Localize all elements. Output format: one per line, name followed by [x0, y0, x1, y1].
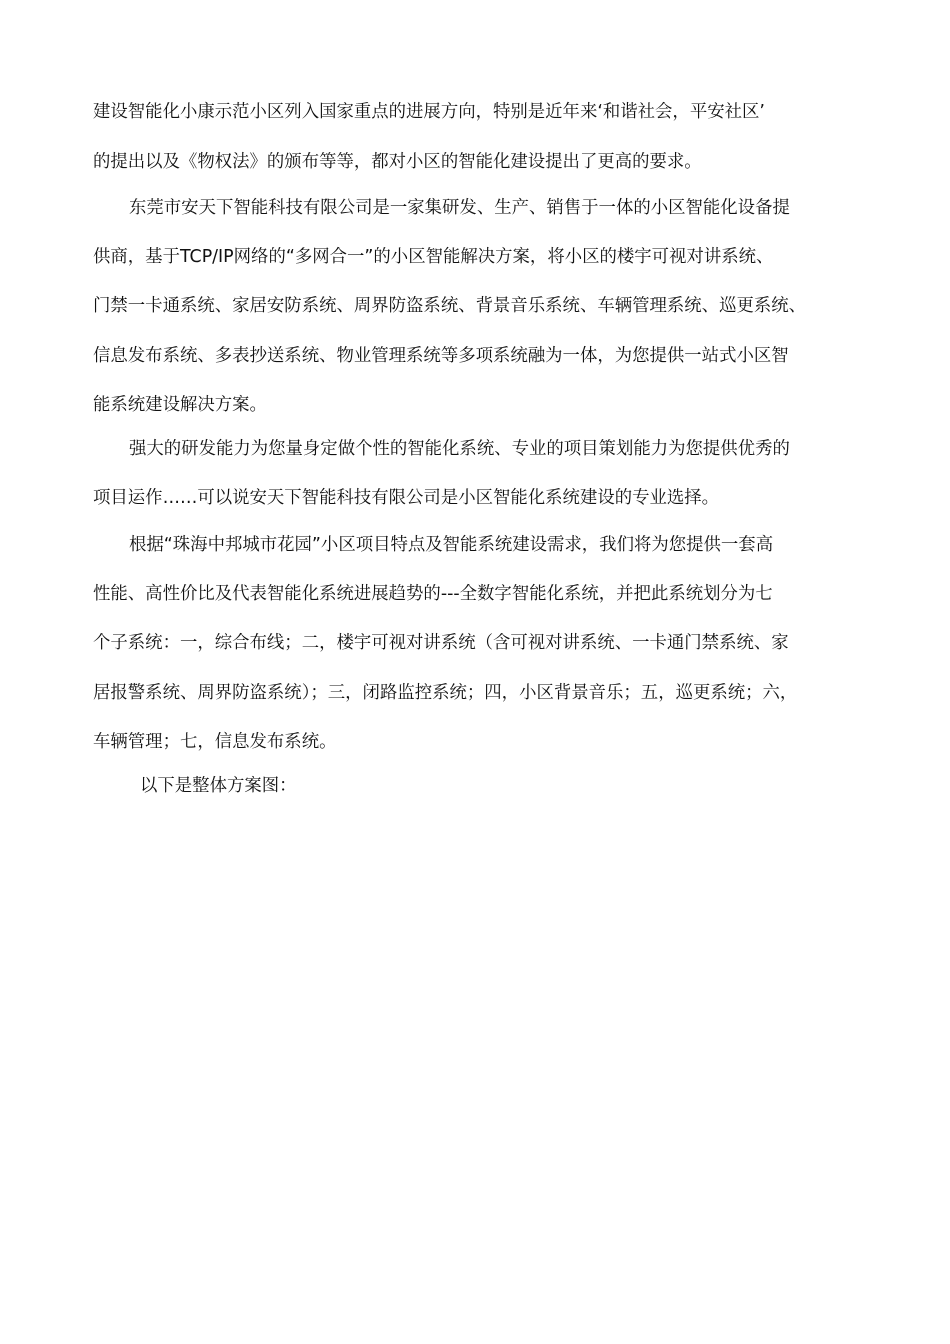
paragraph-2-line-5: 能系统建设解决方案。 — [93, 395, 267, 415]
paragraph-1-line-2: 的提出以及《物权法》的颁布等等，都对小区的智能化建设提出了更高的要求。 — [93, 152, 702, 172]
paragraph-2-line-4: 信息发布系统、多表抄送系统、物业管理系统等多项系统融为一体，为您提供一站式小区智 — [93, 346, 789, 366]
paragraph-4-line-3: 个子系统：一，综合布线；二，楼宇可视对讲系统（含可视对讲系统、一卡通门禁系统、家 — [93, 633, 789, 653]
paragraph-3-line-1: 强大的研发能力为您量身定做个性的智能化系统、专业的项目策划能力为您提供优秀的 — [129, 439, 790, 459]
paragraph-3-line-2: 项目运作……可以说安天下智能科技有限公司是小区智能化系统建设的专业选择。 — [93, 488, 720, 508]
paragraph-2-line-3: 门禁一卡通系统、家居安防系统、周界防盗系统、背景音乐系统、车辆管理系统、巡更系统、 — [93, 296, 807, 316]
paragraph-5-line-1: 以下是整体方案图： — [140, 776, 297, 796]
paragraph-2-line-2: 供商，基于TCP/IP网络的“多网合一”的小区智能解决方案，将小区的楼宇可视对讲系统、 — [93, 247, 774, 267]
paragraph-4-line-2: 性能、高性价比及代表智能化系统进展趋势的---全数字智能化系统，并把此系统划分为七 — [93, 584, 773, 604]
paragraph-4-line-5: 车辆管理；七，信息发布系统。 — [93, 732, 337, 752]
paragraph-1-line-1: 建设智能化小康示范小区列入国家重点的进展方向，特别是近年来‘和谐社会，平安社区’ — [93, 102, 765, 122]
paragraph-2-line-1: 东莞市安天下智能科技有限公司是一家集研发、生产、销售于一体的小区智能化设备提 — [129, 198, 790, 218]
paragraph-4-line-4: 居报警系统、周界防盗系统）；三，闭路监控系统；四，小区背景音乐；五，巡更系统；六， — [93, 683, 798, 703]
paragraph-4-line-1: 根据“珠海中邦城市花园”小区项目特点及智能系统建设需求，我们将为您提供一套高 — [129, 535, 774, 555]
